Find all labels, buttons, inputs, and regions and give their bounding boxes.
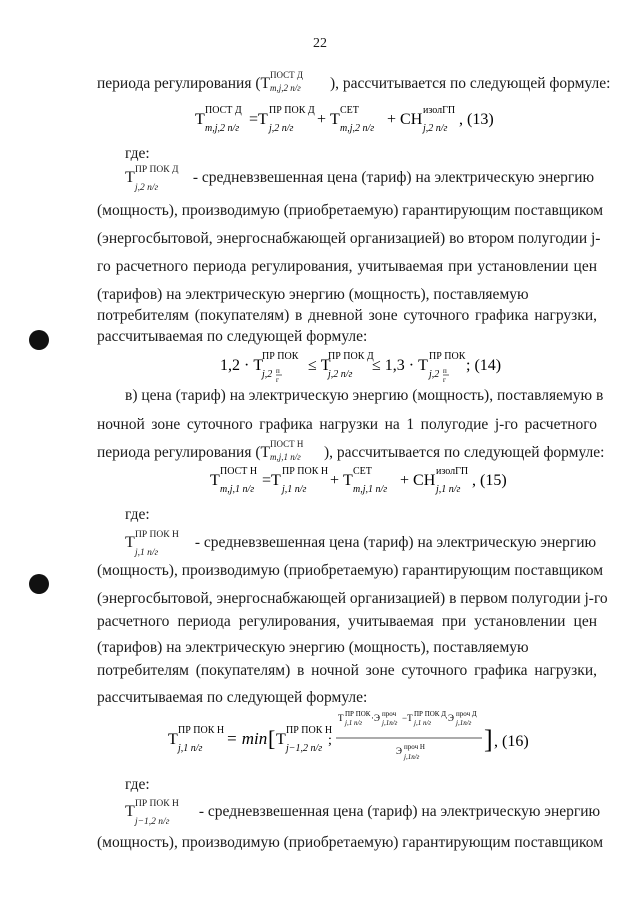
svg-text:ПР ПОК Н: ПР ПОК Н <box>282 466 329 477</box>
svg-text:Т: Т <box>338 713 344 723</box>
svg-text:Т: Т <box>210 472 220 489</box>
definition-line: Т ПР ПОК Д j,2 п/г - средневзвешенная цена (тариф) на электрическую энергию <box>125 165 595 193</box>
svg-text:·Э: ·Э <box>445 713 454 723</box>
text-line: ночной зоне суточного графика нагрузки на 1 полугодие j-го расчетного <box>97 416 597 433</box>
svg-text:ПОСТ Д: ПОСТ Д <box>205 105 242 116</box>
where-label: где: <box>125 506 150 523</box>
text-line: (мощность), производимую (приобретаемую) гарантирующим поставщиком <box>97 562 604 579</box>
svg-text:m,j,1 п/г: m,j,1 п/г <box>220 484 255 495</box>
equation-14-render <box>220 349 540 389</box>
svg-text:Т: Т <box>168 731 178 748</box>
svg-text:СЕТ: СЕТ <box>353 466 372 477</box>
text-line: (мощность), производимую (приобретаемую) гарантирующим поставщиком <box>97 834 604 851</box>
svg-text:ПР ПОК: ПР ПОК <box>429 351 466 362</box>
text-line: (энергосбытовой, энергоснабжающей организацией) в первом полугодии j-го <box>97 590 608 607</box>
svg-text:проч Н: проч Н <box>404 743 425 751</box>
definition-line: Т ПР ПОК Н j,1 п/г - средневзвешенная цена (тариф) на электрическую энергию <box>125 530 597 558</box>
svg-text:; (14): ; (14) <box>466 357 502 374</box>
svg-text:+ СН: + СН <box>400 472 436 489</box>
svg-text:m,j,2 п/г: m,j,2 п/г <box>205 123 240 134</box>
svg-text:Э: Э <box>396 746 402 756</box>
svg-text:=Т: =Т <box>249 111 268 128</box>
svg-text:= min: = min <box>226 729 268 748</box>
svg-text:j,1 п/г: j,1 п/г <box>282 484 307 495</box>
where-label: где: <box>125 776 150 793</box>
svg-text:г: г <box>443 376 446 384</box>
svg-text:j,1 п/г: j,1 п/г <box>414 719 432 727</box>
svg-text:ПР ПОК Д: ПР ПОК Д <box>269 105 315 116</box>
equation-13 <box>195 104 515 143</box>
svg-text:Т: Т <box>195 111 205 128</box>
svg-text:j,1 п/г: j,1 п/г <box>345 719 363 727</box>
punch-hole <box>29 330 49 350</box>
text-line: расчетного периода регулирования, учитываемая при установлении цен <box>97 613 597 630</box>
svg-text:;: ; <box>328 733 332 748</box>
svg-text:ПР ПОК: ПР ПОК <box>262 351 299 362</box>
svg-text:1,2 · Т: 1,2 · Т <box>220 357 264 374</box>
svg-text:j,2: j,2 <box>429 369 440 380</box>
text-line: рассчитываемая по следующей формуле: <box>97 328 368 345</box>
svg-text:, (16): , (16) <box>494 733 529 750</box>
equation-15 <box>210 465 530 504</box>
where-label: где: <box>125 145 150 162</box>
svg-text:j,1п/г: j,1п/г <box>404 753 420 761</box>
svg-text:j,2: j,2 <box>262 369 273 380</box>
text-line: рассчитываемая по следующей формуле: <box>97 689 368 706</box>
text-line: (тарифов) на электрическую энергию (мощность), поставляемую <box>97 639 529 656</box>
equation-16-render <box>168 708 548 768</box>
text-line: потребителям (покупателям) в ночной зоне суточного графика нагрузки, <box>97 662 597 679</box>
svg-text:, (15): , (15) <box>472 472 507 489</box>
svg-text:Т: Т <box>276 731 286 748</box>
svg-text:ПР ПОК: ПР ПОК <box>345 710 371 718</box>
text-line: потребителям (покупателям) в дневной зоне суточного графика нагрузки, <box>97 307 597 324</box>
svg-text:j,1 п/г: j,1 п/г <box>178 743 203 754</box>
svg-text:≤ 1,3 · Т: ≤ 1,3 · Т <box>372 357 428 374</box>
text-line: периода регулирования (Т ПОСТ Д m,j,2 п/г ), рассчитывается по следующей формуле: <box>97 70 611 94</box>
text-line: (энергосбытовой, энергоснабжающей организацией) во втором полугодии j- <box>97 230 601 247</box>
text-line: в) цена (тариф) на электрическую энергию (мощность), поставляемую в <box>125 387 604 404</box>
punch-hole <box>29 574 49 594</box>
svg-text:[: [ <box>268 726 276 751</box>
svg-text:j,2 п/г: j,2 п/г <box>423 123 448 134</box>
svg-text:ПР ПОК Н: ПР ПОК Н <box>178 725 225 736</box>
svg-text:j−1,2 п/г: j−1,2 п/г <box>286 743 323 754</box>
svg-text:изолГП: изолГП <box>436 466 469 477</box>
svg-text:изолГП: изолГП <box>423 105 456 116</box>
equation-16 <box>168 708 548 773</box>
text-line: периода регулирования (Т ПОСТ Н m,j,1 п/г ), рассчитывается по следующей формуле: <box>97 439 605 463</box>
svg-text:m,j,1 п/г: m,j,1 п/г <box>353 484 388 495</box>
page-number: 22 <box>313 36 327 51</box>
svg-text:−Т: −Т <box>402 713 413 723</box>
svg-text:г: г <box>276 376 279 384</box>
svg-text:п: п <box>443 367 447 375</box>
svg-text:j,1п/г: j,1п/г <box>382 719 398 727</box>
svg-text:j,1п/г: j,1п/г <box>456 719 472 727</box>
svg-text:, (13): , (13) <box>459 111 494 128</box>
svg-text:=Т: =Т <box>262 472 281 489</box>
svg-text:j,1 п/г: j,1 п/г <box>436 484 461 495</box>
svg-text:ПР ПОК Д: ПР ПОК Д <box>414 710 447 718</box>
svg-text:+ Т: + Т <box>317 111 340 128</box>
svg-text:·Э: ·Э <box>371 713 380 723</box>
text-line: го расчетного периода регулирования, учитываемая при установлении цен <box>97 258 597 275</box>
svg-text:+ Т: + Т <box>330 472 353 489</box>
svg-text:j,2 п/г: j,2 п/г <box>269 123 294 134</box>
equation-13-render <box>195 104 515 138</box>
definition-line: Т ПР ПОК Н j−1,2 п/г - средневзвешенная цена (тариф) на электрическую энергию <box>125 799 601 827</box>
svg-text:п: п <box>276 367 280 375</box>
svg-text:проч Д: проч Д <box>456 710 477 718</box>
svg-text:j,2 п/г: j,2 п/г <box>328 369 353 380</box>
svg-text:+ СН: + СН <box>387 111 423 128</box>
text-line: (тарифов) на электрическую энергию (мощность), поставляемую <box>97 286 529 303</box>
svg-text:ПР ПОК Д: ПР ПОК Д <box>328 351 374 362</box>
equation-15-render <box>210 465 530 499</box>
svg-text:ПР ПОК Н: ПР ПОК Н <box>286 725 333 736</box>
svg-text:ПОСТ Н: ПОСТ Н <box>220 466 258 477</box>
svg-text:m,j,2 п/г: m,j,2 п/г <box>340 123 375 134</box>
svg-text:]: ] <box>484 725 493 754</box>
svg-text:≤ Т: ≤ Т <box>308 357 331 374</box>
svg-text:СЕТ: СЕТ <box>340 105 359 116</box>
text-line: (мощность), производимую (приобретаемую) гарантирующим поставщиком <box>97 202 604 219</box>
svg-text:проч: проч <box>382 710 397 718</box>
